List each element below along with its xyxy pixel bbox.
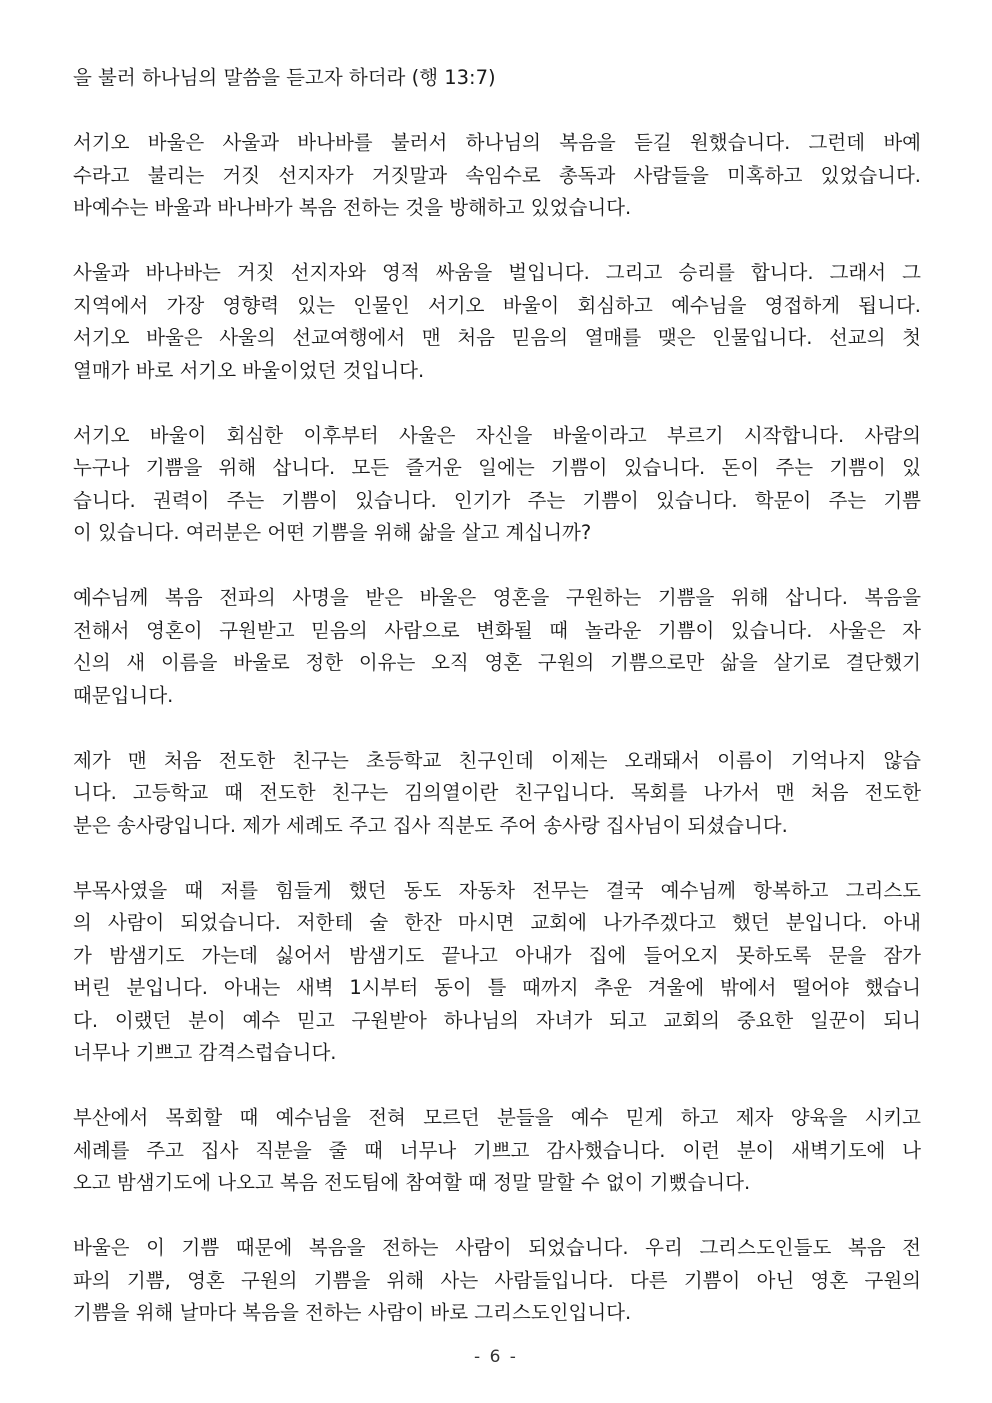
text-line: 서기오 바울은 사울의 선교여행에서 맨 처음 믿음의 열매를 맺은 인물입니다. 선교의 첫 bbox=[73, 326, 921, 349]
text-line: 분은 송사랑입니다. 제가 세례도 주고 집사 직분도 주어 송사랑 집사님이 되셨습니다. bbox=[73, 813, 788, 837]
paragraph bbox=[73, 1232, 921, 1330]
paragraph bbox=[73, 62, 921, 95]
text-line: 때문입니다. bbox=[73, 683, 174, 707]
text-line: 전해서 영혼이 구원받고 믿음의 사람으로 변화될 때 놀라운 기쁨이 있습니다. 사울은 자 bbox=[73, 618, 921, 642]
paragraph bbox=[73, 875, 921, 1070]
text-line: 서기오 바울이 회심한 이후부터 사울은 자신을 바울이라고 부르기 시작합니다. 사람의 bbox=[73, 423, 921, 447]
text-line: 니다. 고등학교 때 전도한 친구는 김의열이란 친구입니다. 목회를 나가서 맨 처음 전도한 bbox=[73, 781, 921, 804]
text-line: 가 밤샘기도 가는데 싫어서 밤샘기도 끝나고 아내가 집에 들어오지 못하도록 문을 잠가 bbox=[73, 943, 921, 967]
paragraph bbox=[73, 127, 921, 225]
paragraph bbox=[73, 582, 921, 712]
text-line: 너무나 기쁘고 감격스럽습니다. bbox=[73, 1041, 337, 1064]
text-line: 수라고 불리는 거짓 선지자가 거짓말과 속임수로 총독과 사람들을 미혹하고 있었습니다. bbox=[73, 163, 921, 187]
text-line: 기쁨을 위해 날마다 복음을 전하는 사람이 바로 그리스도인입니다. bbox=[73, 1301, 632, 1324]
text-line: 바예수는 바울과 바나바가 복음 전하는 것을 방해하고 있었습니다. bbox=[73, 196, 632, 219]
text-line: 열매가 바로 서기오 바울이었던 것입니다. bbox=[73, 358, 425, 382]
text-line: 예수님께 복음 전파의 사명을 받은 바울은 영혼을 구원하는 기쁨을 위해 삽니다. 복음을 bbox=[73, 586, 921, 609]
page-number: - 6 - bbox=[474, 1347, 518, 1367]
paragraph bbox=[73, 420, 921, 550]
text-line: 지역에서 가장 영향력 있는 인물인 서기오 바울이 회심하고 예수님을 영접하게 됩니다. bbox=[73, 293, 921, 317]
text-line: 제가 맨 처음 전도한 친구는 초등학교 친구인데 이제는 오래돼서 이름이 기억나지 않습 bbox=[73, 748, 921, 772]
text-line: 서기오 바울은 사울과 바나바를 불러서 하나님의 복음을 듣길 원했습니다. 그런데 바예 bbox=[73, 131, 921, 154]
text-line: 을 불러 하나님의 말씀을 듣고자 하더라 (행 13:7) bbox=[73, 66, 496, 89]
text-line: 오고 밤샘기도에 나오고 복음 전도팀에 참여할 때 정말 말할 수 없이 기뻤습니다. bbox=[73, 1171, 751, 1194]
text-line: 부산에서 목회할 때 예수님을 전혀 모르던 분들을 예수 믿게 하고 제자 양육을 시키고 bbox=[73, 1106, 921, 1129]
text-line: 이 있습니다. 여러분은 어떤 기쁨을 위해 삶을 살고 계십니까? bbox=[73, 521, 592, 544]
text-line: 버린 분입니다. 아내는 새벽 1시부터 동이 틀 때까지 추운 겨울에 밖에서 떨어야 했습니 bbox=[73, 976, 921, 999]
text-line: 신의 새 이름을 바울로 정한 이유는 오직 영혼 구원의 기쁨으로만 삶을 살기로 결단했기 bbox=[73, 651, 921, 674]
text-line: 바울은 이 기쁨 때문에 복음을 전하는 사람이 되었습니다. 우리 그리스도인들도 복음 전 bbox=[73, 1236, 921, 1259]
text-line: 누구나 기쁨을 위해 삽니다. 모든 즐거운 일에는 기쁨이 있습니다. 돈이 주는 기쁨이 있 bbox=[73, 456, 921, 479]
paragraph bbox=[73, 257, 921, 387]
text-line: 파의 기쁨, 영혼 구원의 기쁨을 위해 사는 사람들입니다. 다른 기쁨이 아닌 영혼 구원의 bbox=[73, 1268, 921, 1292]
document-body bbox=[73, 62, 921, 1362]
text-line: 세례를 주고 집사 직분을 줄 때 너무나 기쁘고 감사했습니다. 이런 분이 새벽기도에 나 bbox=[73, 1138, 921, 1162]
text-line: 습니다. 권력이 주는 기쁨이 있습니다. 인기가 주는 기쁨이 있습니다. 학문이 주는 기쁨 bbox=[73, 488, 921, 512]
paragraph bbox=[73, 1102, 921, 1200]
text-line: 사울과 바나바는 거짓 선지자와 영적 싸움을 벌입니다. 그리고 승리를 합니다. 그래서 그 bbox=[73, 261, 921, 284]
text-line: 의 사람이 되었습니다. 저한테 술 한잔 마시면 교회에 나가주겠다고 했던 분입니다. 아내 bbox=[73, 911, 921, 934]
text-line: 부목사였을 때 저를 힘들게 했던 동도 자동차 전무는 결국 예수님께 항복하고 그리스도 bbox=[73, 878, 921, 902]
text-line: 다. 이랬던 분이 예수 믿고 구원받아 하나님의 자녀가 되고 교회의 중요한 일꾼이 되니 bbox=[73, 1008, 921, 1032]
paragraph bbox=[73, 745, 921, 843]
